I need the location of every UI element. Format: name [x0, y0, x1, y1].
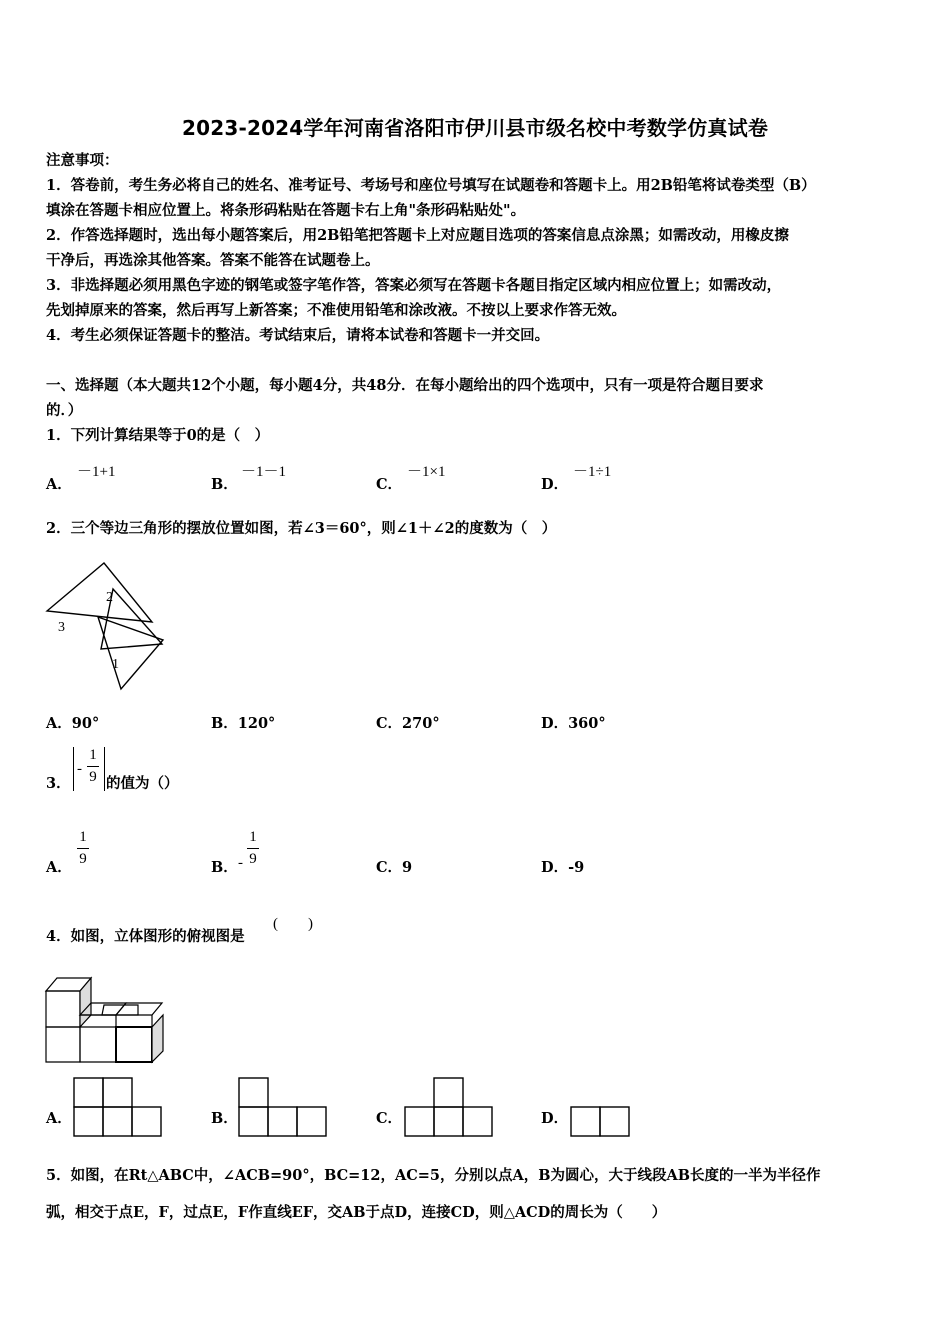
angle-1-label: 1 — [112, 657, 119, 672]
q4-option-b-figure[interactable] — [238, 1077, 328, 1139]
q3-option-b-minus: - — [238, 855, 243, 871]
q2-triangles-figure — [40, 555, 170, 695]
notice-line: 干净后，再选涂其他答案。答案不能答在试题卷上。 — [46, 252, 380, 269]
q1-option-d-label: D． — [541, 476, 569, 493]
q1-option-b-label: B． — [211, 476, 238, 493]
notice-line: 3．非选择题必须用黑色字迹的钢笔或签字笔作答，答案必须写在答题卡各题目指定区域内相应位置上；如需改动， — [46, 277, 782, 294]
q3-fraction: 1 9 — [87, 747, 99, 786]
q2-option-a: A．90° — [46, 715, 100, 732]
q4-option-a-figure[interactable] — [73, 1077, 163, 1139]
notice-line: 2．作答选择题时，选出每小题答案后，用2B铅笔把答题卡上对应题目选项的答案信息点涂黑；如需改动，用橡皮擦 — [46, 227, 789, 244]
q3-option-b-label: B． — [211, 859, 238, 876]
q1-option-d-expr: －1÷1 — [573, 464, 612, 480]
q4-option-c-label: C． — [376, 1110, 403, 1127]
q5-stem-line1: 5．如图，在Rt△ABC中，∠ACB=90°，BC=12，AC=5，分别以点A，B为圆心，大于线段AB长度的一半为半径作 — [46, 1167, 821, 1184]
q3-option-a-label: A． — [46, 859, 72, 876]
q4-option-d-figure[interactable] — [570, 1106, 632, 1139]
q1-option-a-expr: －1+1 — [77, 464, 116, 480]
notice-line: 先划掉原来的答案，然后再写上新答案；不准使用铅笔和涂改液。不按以上要求作答无效。 — [46, 302, 626, 319]
page-title: 2023-2024学年河南省洛阳市伊川县市级名校中考数学仿真试卷 — [181, 116, 769, 140]
q3-option-a-fraction: 1 9 — [77, 829, 89, 868]
notice-line: 填涂在答题卡相应位置上。将条形码粘贴在答题卡右上角"条形码粘贴处"。 — [46, 202, 526, 219]
notice-line: 4．考生必须保证答题卡的整洁。考试结束后，请将本试卷和答题卡一并交回。 — [46, 327, 550, 344]
q3-option-b-fraction: 1 9 — [247, 829, 259, 868]
triangle-bottom — [98, 617, 163, 689]
q4-option-a-label: A． — [46, 1110, 72, 1127]
q4-option-c-figure[interactable] — [404, 1077, 494, 1139]
notice-line: 1．答卷前，考生务必将自己的姓名、准考证号、考场号和座位号填写在试题卷和答题卡上。用2B铅笔将试卷类型（B） — [46, 177, 816, 194]
triangle-top — [47, 563, 152, 622]
q3-number: 3． — [46, 775, 71, 792]
q2-stem: 2．三个等边三角形的摆放位置如图，若∠3＝60°，则∠1＋∠2的度数为（ ） — [46, 520, 557, 537]
q4-option-d-label: D． — [541, 1110, 569, 1127]
q4-stem: 4．如图，立体图形的俯视图是 — [46, 928, 245, 945]
q2-option-c: C．270° — [376, 715, 440, 732]
q3-minus: - — [77, 761, 82, 777]
q1-option-a-label: A． — [46, 476, 72, 493]
q1-option-c-expr: －1×1 — [407, 464, 446, 480]
q3-option-d: D．-9 — [541, 859, 585, 876]
q3-tail: 的值为（） — [106, 775, 179, 792]
angle-2-label: 2 — [106, 590, 113, 605]
section-heading: 一、选择题（本大题共12个小题，每小题4分，共48分．在每小题给出的四个选项中，只有一项是符合题目要求 — [46, 377, 764, 394]
q1-option-b-expr: －1－1 — [241, 464, 287, 480]
q2-option-b: B．120° — [211, 715, 276, 732]
q3-option-c: C．9 — [376, 859, 413, 876]
q1-stem: 1．下列计算结果等于0的是（ ） — [46, 427, 270, 444]
q1-option-c-label: C． — [376, 476, 403, 493]
q4-option-b-label: B． — [211, 1110, 238, 1127]
notice-heading: 注意事项： — [46, 152, 119, 169]
section-heading-cont: 的．） — [46, 402, 83, 419]
q5-stem-line2: 弧，相交于点E，F，过点E，F作直线EF，交AB于点D，连接CD，则△ACD的周长为（ ） — [46, 1204, 667, 1221]
angle-3-label: 3 — [58, 620, 65, 635]
q4-solid-figure — [44, 975, 169, 1067]
q4-paren: ( ) — [273, 916, 313, 932]
q2-option-d: D．360° — [541, 715, 606, 732]
